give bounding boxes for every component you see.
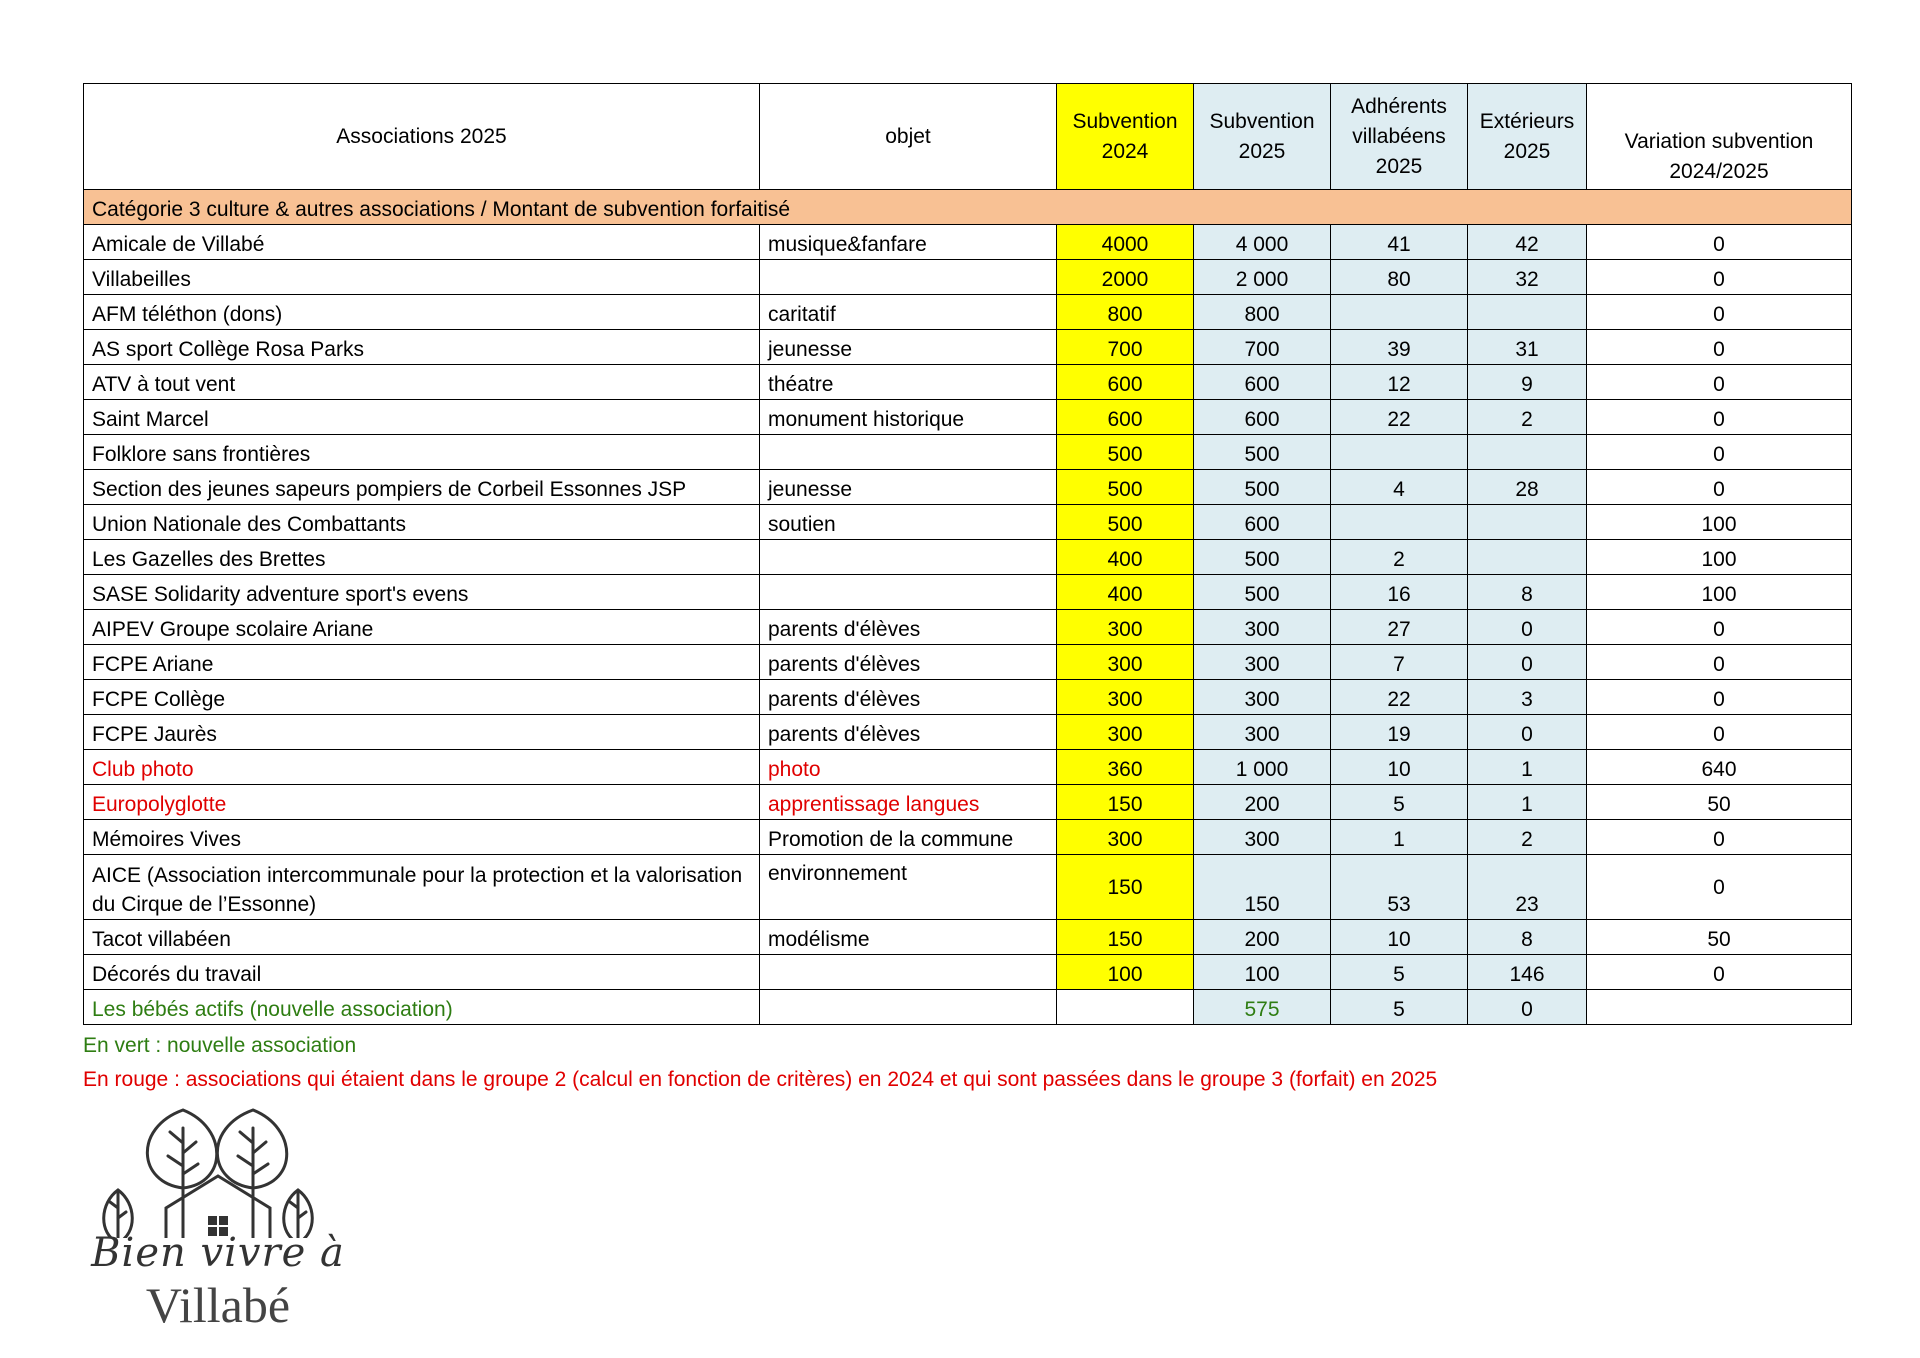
subvention-2024: 150 xyxy=(1057,785,1194,820)
header-row xyxy=(84,84,1852,190)
variation-value: 0 xyxy=(1587,820,1852,855)
header-variation: Variation subvention 2024/2025 xyxy=(1587,84,1852,190)
association-objet xyxy=(760,540,1057,575)
variation-value: 0 xyxy=(1587,225,1852,260)
subvention-2025: 200 xyxy=(1194,785,1331,820)
subsidies-table xyxy=(83,83,1852,1025)
subvention-2024: 150 xyxy=(1057,920,1194,955)
note-green: En vert : nouvelle association xyxy=(83,1034,357,1057)
association-name: Amicale de Villabé xyxy=(84,225,760,260)
adherents-count: 10 xyxy=(1331,750,1468,785)
exterieurs-count: 2 xyxy=(1468,400,1587,435)
association-objet: théatre xyxy=(760,365,1057,400)
exterieurs-count xyxy=(1468,295,1587,330)
association-objet: apprentissage langues xyxy=(760,785,1057,820)
association-name: AFM téléthon (dons) xyxy=(84,295,760,330)
subvention-2025: 800 xyxy=(1194,295,1331,330)
table-row xyxy=(84,785,1852,820)
variation-value: 0 xyxy=(1587,330,1852,365)
association-objet: parents d'élèves xyxy=(760,715,1057,750)
variation-value: 0 xyxy=(1587,260,1852,295)
exterieurs-count xyxy=(1468,435,1587,470)
exterieurs-count xyxy=(1468,505,1587,540)
exterieurs-count: 0 xyxy=(1468,715,1587,750)
association-name: FCPE Ariane xyxy=(84,645,760,680)
association-objet: parents d'élèves xyxy=(760,680,1057,715)
table-row xyxy=(84,920,1852,955)
association-objet: caritatif xyxy=(760,295,1057,330)
adherents-count: 7 xyxy=(1331,645,1468,680)
subvention-2025: 300 xyxy=(1194,645,1331,680)
variation-value: 0 xyxy=(1587,400,1852,435)
variation-value: 0 xyxy=(1587,610,1852,645)
adherents-count: 16 xyxy=(1331,575,1468,610)
subvention-2024: 300 xyxy=(1057,715,1194,750)
association-name: ATV à tout vent xyxy=(84,365,760,400)
association-name: FCPE Collège xyxy=(84,680,760,715)
exterieurs-count: 0 xyxy=(1468,990,1587,1025)
association-name: Villabeilles xyxy=(84,260,760,295)
subvention-2024 xyxy=(1057,990,1194,1025)
association-name: Les bébés actifs (nouvelle association) xyxy=(84,990,760,1025)
subvention-2024: 300 xyxy=(1057,645,1194,680)
subvention-2025: 500 xyxy=(1194,575,1331,610)
table-row xyxy=(84,260,1852,295)
subvention-2024: 600 xyxy=(1057,365,1194,400)
exterieurs-count: 23 xyxy=(1468,855,1587,920)
association-objet: parents d'élèves xyxy=(760,645,1057,680)
table-row xyxy=(84,435,1852,470)
variation-value: 0 xyxy=(1587,365,1852,400)
table-row xyxy=(84,400,1852,435)
exterieurs-count: 9 xyxy=(1468,365,1587,400)
subvention-2025: 500 xyxy=(1194,540,1331,575)
adherents-count: 22 xyxy=(1331,680,1468,715)
subvention-2025: 600 xyxy=(1194,400,1331,435)
subvention-2024: 400 xyxy=(1057,540,1194,575)
adherents-count: 27 xyxy=(1331,610,1468,645)
association-name: Union Nationale des Combattants xyxy=(84,505,760,540)
exterieurs-count: 146 xyxy=(1468,955,1587,990)
variation-value: 0 xyxy=(1587,715,1852,750)
adherents-count xyxy=(1331,435,1468,470)
association-name: Folklore sans frontières xyxy=(84,435,760,470)
subvention-2024: 4000 xyxy=(1057,225,1194,260)
adherents-count xyxy=(1331,505,1468,540)
subvention-2025: 575 xyxy=(1194,990,1331,1025)
association-name: FCPE Jaurès xyxy=(84,715,760,750)
subvention-2025: 500 xyxy=(1194,470,1331,505)
association-name: Décorés du travail xyxy=(84,955,760,990)
subvention-2024: 100 xyxy=(1057,955,1194,990)
adherents-count: 80 xyxy=(1331,260,1468,295)
table-row xyxy=(84,295,1852,330)
association-objet: Promotion de la commune xyxy=(760,820,1057,855)
subvention-2024: 500 xyxy=(1057,505,1194,540)
variation-value: 50 xyxy=(1587,785,1852,820)
table-row xyxy=(84,470,1852,505)
subvention-2024: 300 xyxy=(1057,680,1194,715)
association-name: Tacot villabéen xyxy=(84,920,760,955)
exterieurs-count xyxy=(1468,540,1587,575)
header-exterieurs: Extérieurs 2025 xyxy=(1468,84,1587,190)
subvention-2025: 300 xyxy=(1194,820,1331,855)
variation-value: 100 xyxy=(1587,505,1852,540)
association-name: Les Gazelles des Brettes xyxy=(84,540,760,575)
association-name: Europolyglotte xyxy=(84,785,760,820)
table-row xyxy=(84,505,1852,540)
adherents-count: 39 xyxy=(1331,330,1468,365)
adherents-count xyxy=(1331,295,1468,330)
association-name: Mémoires Vives xyxy=(84,820,760,855)
subvention-2024: 800 xyxy=(1057,295,1194,330)
subvention-2024: 400 xyxy=(1057,575,1194,610)
variation-value: 640 xyxy=(1587,750,1852,785)
exterieurs-count: 32 xyxy=(1468,260,1587,295)
association-objet: monument historique xyxy=(760,400,1057,435)
table-row xyxy=(84,365,1852,400)
header-subvention-2024: Subvention 2024 xyxy=(1057,84,1194,190)
exterieurs-count: 8 xyxy=(1468,920,1587,955)
exterieurs-count: 1 xyxy=(1468,750,1587,785)
variation-value: 0 xyxy=(1587,680,1852,715)
logo-tagline: Bien vivre à xyxy=(91,1230,345,1276)
exterieurs-count: 0 xyxy=(1468,610,1587,645)
subvention-2024: 500 xyxy=(1057,435,1194,470)
adherents-count: 22 xyxy=(1331,400,1468,435)
exterieurs-count: 2 xyxy=(1468,820,1587,855)
adherents-count: 1 xyxy=(1331,820,1468,855)
subvention-2024: 2000 xyxy=(1057,260,1194,295)
table-row xyxy=(84,715,1852,750)
variation-value: 100 xyxy=(1587,575,1852,610)
variation-value: 0 xyxy=(1587,435,1852,470)
table-row xyxy=(84,750,1852,785)
subvention-2024: 700 xyxy=(1057,330,1194,365)
table-row xyxy=(84,990,1852,1025)
adherents-count: 2 xyxy=(1331,540,1468,575)
adherents-count: 12 xyxy=(1331,365,1468,400)
association-objet: parents d'élèves xyxy=(760,610,1057,645)
association-name: AS sport Collège Rosa Parks xyxy=(84,330,760,365)
subvention-2025: 200 xyxy=(1194,920,1331,955)
subvention-2025: 600 xyxy=(1194,505,1331,540)
association-name: Club photo xyxy=(84,750,760,785)
header-objet: objet xyxy=(760,84,1057,190)
subvention-2025: 300 xyxy=(1194,680,1331,715)
association-objet: jeunesse xyxy=(760,330,1057,365)
table-row xyxy=(84,680,1852,715)
subvention-2025: 700 xyxy=(1194,330,1331,365)
header-associations: Associations 2025 xyxy=(84,84,760,190)
association-objet: soutien xyxy=(760,505,1057,540)
header-adherents: Adhérents villabéens 2025 xyxy=(1331,84,1468,190)
logo-name: Villabé xyxy=(145,1277,291,1333)
table-row xyxy=(84,540,1852,575)
exterieurs-count: 42 xyxy=(1468,225,1587,260)
table-row xyxy=(84,575,1852,610)
subvention-2025: 300 xyxy=(1194,610,1331,645)
association-name: Saint Marcel xyxy=(84,400,760,435)
table-row xyxy=(84,330,1852,365)
variation-value: 0 xyxy=(1587,955,1852,990)
header-subvention-2025: Subvention 2025 xyxy=(1194,84,1331,190)
association-name: SASE Solidarity adventure sport's evens xyxy=(84,575,760,610)
adherents-count: 53 xyxy=(1331,855,1468,920)
trees-house-icon xyxy=(78,1108,358,1238)
adherents-count: 4 xyxy=(1331,470,1468,505)
subvention-2024: 360 xyxy=(1057,750,1194,785)
subvention-2025: 500 xyxy=(1194,435,1331,470)
exterieurs-count: 1 xyxy=(1468,785,1587,820)
table-row xyxy=(84,855,1852,920)
association-name: Section des jeunes sapeurs pompiers de Corbeil Essonnes JSP xyxy=(84,470,760,505)
subvention-2025: 600 xyxy=(1194,365,1331,400)
table-row xyxy=(84,610,1852,645)
exterieurs-count: 3 xyxy=(1468,680,1587,715)
subvention-2025: 1 000 xyxy=(1194,750,1331,785)
table-row xyxy=(84,645,1852,680)
category-row xyxy=(84,190,1852,225)
association-objet xyxy=(760,955,1057,990)
exterieurs-count: 0 xyxy=(1468,645,1587,680)
subvention-2025: 300 xyxy=(1194,715,1331,750)
variation-value: 50 xyxy=(1587,920,1852,955)
adherents-count: 5 xyxy=(1331,785,1468,820)
adherents-count: 5 xyxy=(1331,955,1468,990)
adherents-count: 19 xyxy=(1331,715,1468,750)
subvention-2024: 300 xyxy=(1057,820,1194,855)
subvention-2024: 300 xyxy=(1057,610,1194,645)
exterieurs-count: 28 xyxy=(1468,470,1587,505)
subvention-2024: 150 xyxy=(1057,855,1194,920)
subvention-2025: 100 xyxy=(1194,955,1331,990)
association-name: AIPEV Groupe scolaire Ariane xyxy=(84,610,760,645)
association-objet: musique&fanfare xyxy=(760,225,1057,260)
association-objet: modélisme xyxy=(760,920,1057,955)
variation-value: 0 xyxy=(1587,645,1852,680)
exterieurs-count: 31 xyxy=(1468,330,1587,365)
table-row xyxy=(84,955,1852,990)
association-objet xyxy=(760,575,1057,610)
variation-value: 0 xyxy=(1587,295,1852,330)
subvention-2024: 600 xyxy=(1057,400,1194,435)
association-objet xyxy=(760,260,1057,295)
exterieurs-count: 8 xyxy=(1468,575,1587,610)
association-objet xyxy=(760,990,1057,1025)
table-row xyxy=(84,225,1852,260)
category-label: Catégorie 3 culture & autres associations / Montant de subvention forfaitisé xyxy=(84,190,1852,225)
association-name: AICE (Association intercommunale pour la protection et la valorisation du Cirque de l’Essonne) xyxy=(84,855,760,920)
subvention-2025: 150 xyxy=(1194,855,1331,920)
adherents-count: 10 xyxy=(1331,920,1468,955)
variation-value xyxy=(1587,990,1852,1025)
variation-value: 100 xyxy=(1587,540,1852,575)
adherents-count: 41 xyxy=(1331,225,1468,260)
subvention-2025: 4 000 xyxy=(1194,225,1331,260)
subvention-2025: 2 000 xyxy=(1194,260,1331,295)
association-objet: jeunesse xyxy=(760,470,1057,505)
association-objet xyxy=(760,435,1057,470)
logo xyxy=(78,1108,358,1338)
association-objet: photo xyxy=(760,750,1057,785)
association-objet: environnement xyxy=(760,855,1057,920)
variation-value: 0 xyxy=(1587,470,1852,505)
adherents-count: 5 xyxy=(1331,990,1468,1025)
subvention-2024: 500 xyxy=(1057,470,1194,505)
note-red: En rouge : associations qui étaient dans le groupe 2 (calcul en fonction de critères) en 2024 et qui sont passées dans le groupe 3 (forfait) en 2025 xyxy=(83,1068,1438,1091)
variation-value: 0 xyxy=(1587,855,1852,920)
table-row xyxy=(84,820,1852,855)
